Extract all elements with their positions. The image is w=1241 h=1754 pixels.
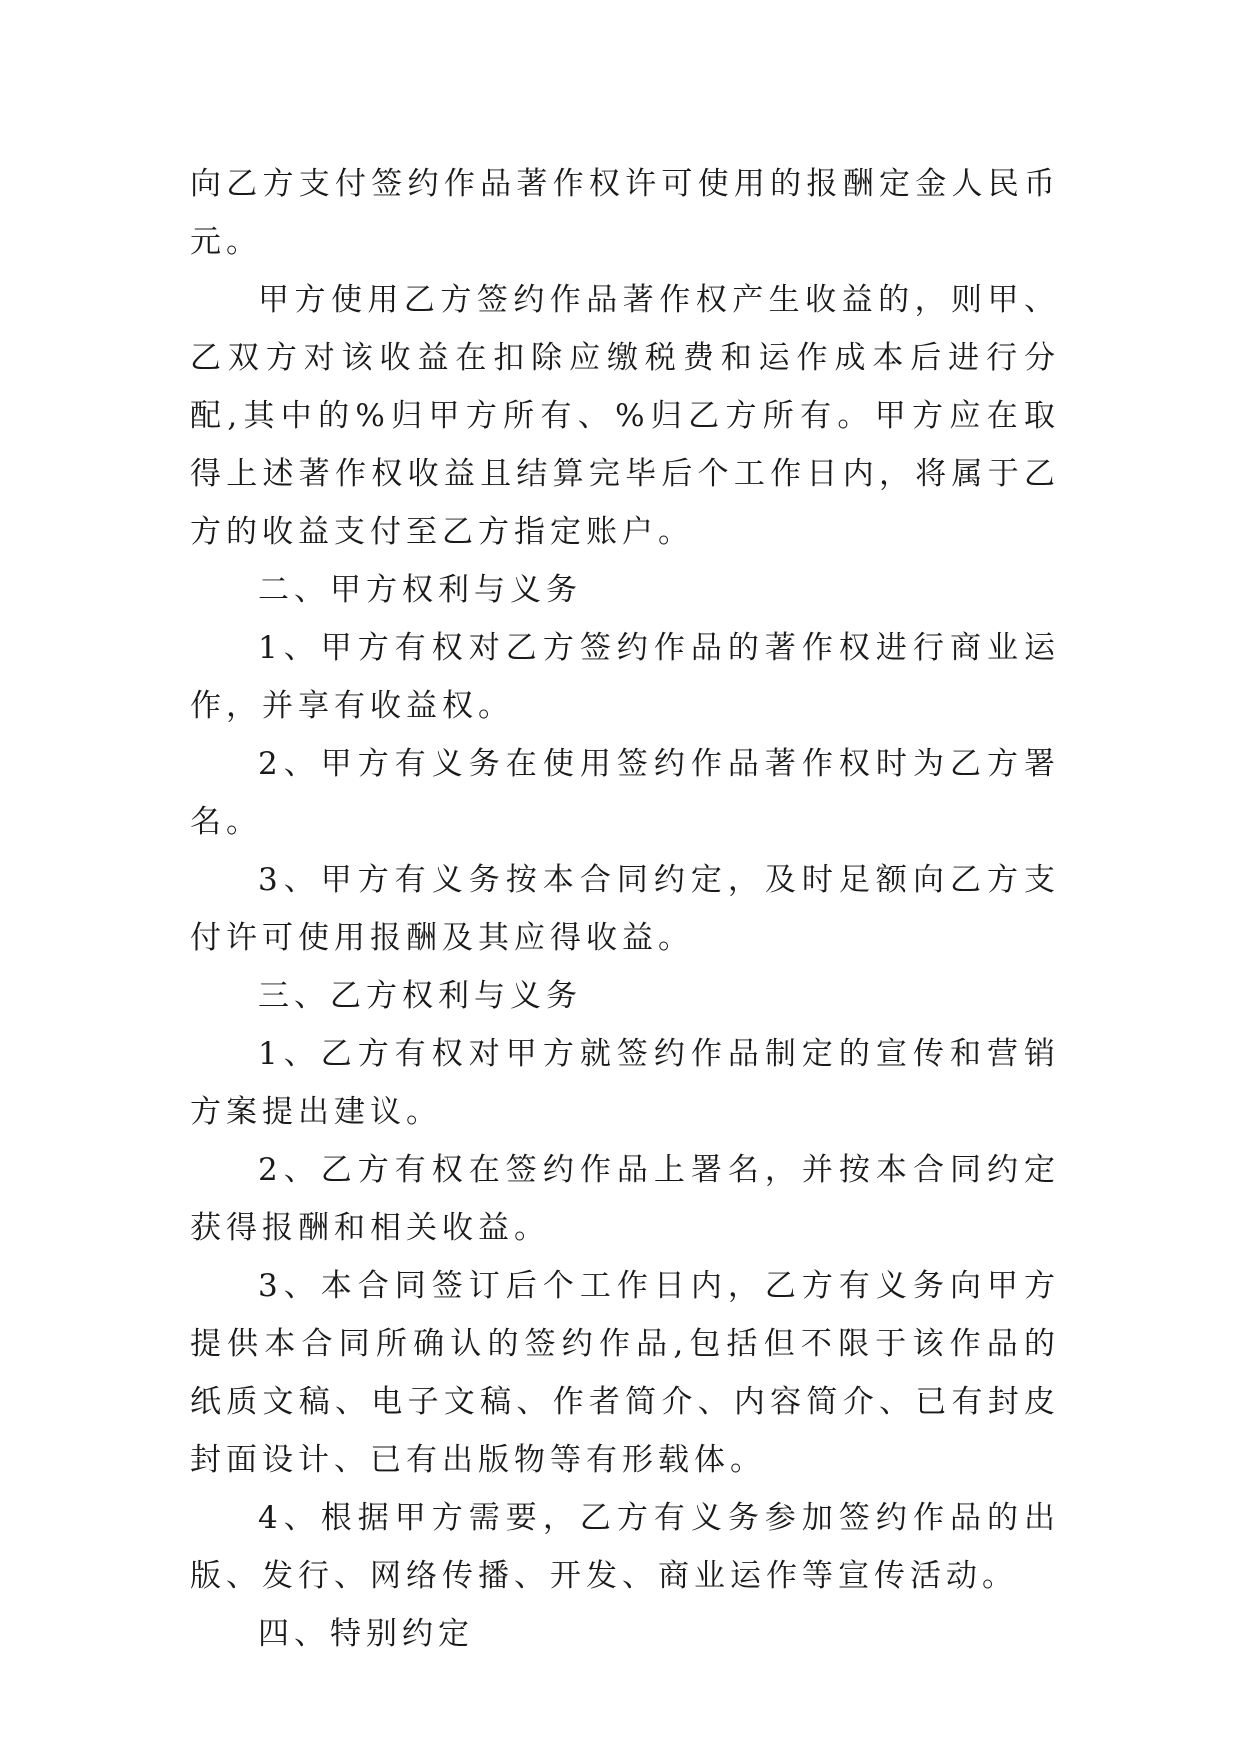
clause-a-3: 3、甲方有义务按本合同约定，及时足额向乙方支付许可使用报酬及其应得收益。 xyxy=(190,862,1060,956)
clause-a-2: 2、甲方有义务在使用签约作品著作权时为乙方署名。 xyxy=(190,746,1060,840)
document-body xyxy=(190,155,1060,1663)
paragraph-payment-deposit: 向乙方支付签约作品著作权许可使用的报酬定金人民币元。 xyxy=(190,166,1060,260)
section-heading-special-terms: 四、特别约定 xyxy=(258,1616,474,1652)
section-heading-party-b-rights: 三、乙方权利与义务 xyxy=(258,978,582,1014)
section-heading-party-a-rights: 二、甲方权利与义务 xyxy=(258,572,582,608)
clause-b-3: 3、本合同签订后个工作日内，乙方有义务向甲方提供本合同所确认的签约作品,包括但不限于该作品的纸质文稿、电子文稿、作者简介、内容简介、已有封皮封面设计、已有出版物等有形载体。 xyxy=(190,1268,1060,1478)
clause-a-1: 1、甲方有权对乙方签约作品的著作权进行商业运作，并享有收益权。 xyxy=(190,630,1060,724)
clause-b-2: 2、乙方有权在签约作品上署名，并按本合同约定获得报酬和相关收益。 xyxy=(190,1152,1060,1246)
clause-b-4: 4、根据甲方需要，乙方有义务参加签约作品的出版、发行、网络传播、开发、商业运作等宣传活动。 xyxy=(190,1500,1060,1594)
clause-b-1: 1、乙方有权对甲方就签约作品制定的宣传和营销方案提出建议。 xyxy=(190,1036,1060,1130)
paragraph-revenue-sharing: 甲方使用乙方签约作品著作权产生收益的，则甲、乙双方对该收益在扣除应缴税费和运作成本后进行分配,其中的%归甲方所有、%归乙方所有。甲方应在取得上述著作权收益且结算完毕后个工作日内，将属于乙方的收益支付至乙方指定账户。 xyxy=(190,282,1060,550)
